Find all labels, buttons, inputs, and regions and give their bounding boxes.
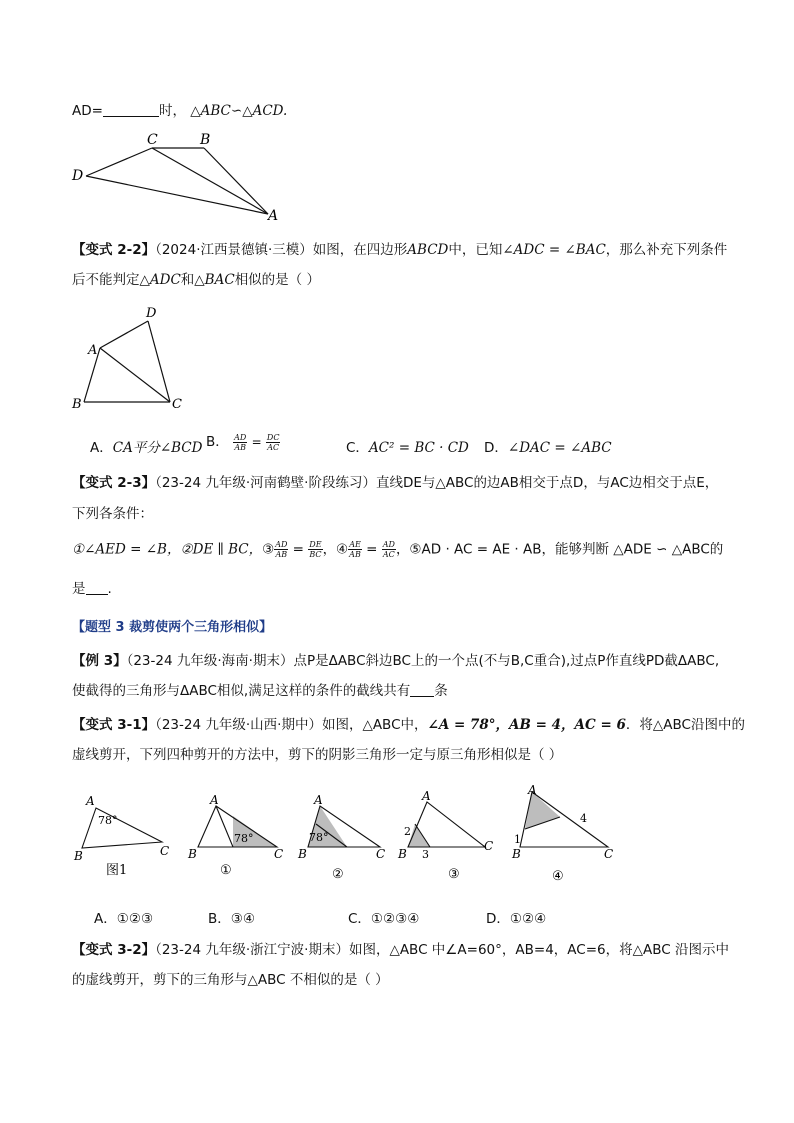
svg-text:图1: 图1: [106, 863, 128, 878]
svg-text:D: D: [146, 306, 157, 321]
svg-text:④: ④: [552, 869, 564, 884]
svg-text:78°: 78°: [98, 814, 118, 827]
problem-v23-conditions: ①∠AED = ∠B，②DE ∥ BC，③ $\frac{AD}{AB}$ = $\frac{DE}{BC}$ ，④ $\frac{AE}{AB}$ = $\frac{AD}{AC}$ ，⑤AD · AC = AE · AB，能够判断 △ADE ∽ △ABC的: [72, 540, 724, 559]
svg-text:B: B: [398, 847, 407, 861]
option-v22-a[interactable]: A．CA平分∠BCD: [90, 440, 203, 456]
svg-text:3: 3: [422, 848, 429, 861]
problem-ex3-line2: 使截得的三角形与ΔABC相似,满足这样的条件的截线共有 条: [72, 683, 448, 699]
svg-text:4: 4: [580, 812, 587, 825]
svg-text:③: ③: [448, 867, 460, 882]
problem-v31-line1: 【变式 3-1】（23-24 九年级·山西·期中）如图，△ABC中，∠A = 78°，AB = 4，AC = 6．将△ABC沿图中的: [72, 717, 745, 733]
answer-blank: [86, 580, 108, 595]
problem-v23-line1: 【变式 2-3】（23-24 九年级·河南鹤壁·阶段练习）直线DE与△ABC的边AB相交于点D，与AC边相交于点E，: [72, 475, 719, 491]
answer-blank: [103, 102, 159, 117]
problem-v32-line2: 的虚线剪开，剪下的三角形与△ABC 不相似的是（ ）: [72, 972, 389, 988]
svg-text:A: A: [422, 789, 431, 803]
svg-text:C: C: [484, 839, 494, 853]
answer-blank: [410, 682, 434, 697]
svg-text:C: C: [376, 847, 386, 861]
svg-text:78°: 78°: [234, 832, 254, 845]
svg-text:A: A: [528, 783, 537, 797]
svg-text:②: ②: [332, 867, 344, 882]
svg-text:A: A: [210, 793, 219, 807]
svg-text:B: B: [74, 849, 83, 863]
section-heading-topic3: 【题型 3 裁剪使两个三角形相似】: [72, 620, 273, 635]
line-ad-blank: AD= 时， △ABC∽△ACD.: [72, 103, 288, 119]
problem-ex3-line1: 【例 3】（23-24 九年级·海南·期末）点P是ΔABC斜边BC上的一个点(不与B,C重合),过点P作直线PD截ΔABC,: [72, 653, 720, 669]
problem-v22-line2: 后不能判定△ADC和△BAC相似的是（ ）: [72, 272, 320, 288]
svg-text:C: C: [274, 847, 284, 861]
svg-text:A: A: [88, 343, 98, 358]
svg-text:C: C: [172, 397, 182, 412]
svg-text:A: A: [86, 794, 95, 808]
figure-v31-cuts: [72, 782, 632, 890]
option-v22-d[interactable]: D．∠DAC = ∠ABC: [484, 440, 612, 456]
problem-v31-line2: 虚线剪开，下列四种剪开的方法中，剪下的阴影三角形一定与原三角形相似是（ ）: [72, 747, 563, 763]
label-c: C: [147, 132, 158, 148]
label-b: B: [200, 132, 211, 148]
svg-text:①: ①: [220, 863, 232, 878]
option-v31-d[interactable]: D．①②④: [486, 911, 547, 927]
svg-text:2: 2: [404, 825, 411, 838]
svg-text:78°: 78°: [309, 831, 329, 844]
problem-v23-line2: 下列各条件：: [72, 506, 153, 522]
figure-quadrilateral-abcd: [64, 302, 204, 414]
figure-triangles-dca: [66, 128, 286, 224]
svg-text:B: B: [298, 847, 307, 861]
svg-text:A: A: [314, 793, 323, 807]
option-v22-b[interactable]: B． $\frac{AD}{AB}$ = $\frac{DC}{AC}$: [206, 432, 280, 452]
svg-text:1: 1: [514, 833, 521, 846]
label-d: D: [72, 168, 84, 184]
svg-text:C: C: [160, 844, 170, 858]
option-v31-c[interactable]: C．①②③④: [348, 911, 420, 927]
svg-text:B: B: [188, 847, 197, 861]
label-a: A: [268, 208, 279, 224]
svg-text:C: C: [604, 847, 614, 861]
option-v22-c[interactable]: C．AC² = BC · CD: [346, 440, 469, 456]
option-v31-a[interactable]: A．①②③: [94, 911, 154, 927]
problem-v22-line1: 【变式 2-2】（2024·江西景德镇·三模）如图，在四边形ABCD中，已知∠ADC = ∠BAC，那么补充下列条件: [72, 242, 728, 258]
option-v31-b[interactable]: B．③④: [208, 911, 255, 927]
svg-text:B: B: [512, 847, 521, 861]
svg-text:B: B: [72, 397, 82, 412]
problem-v23-tail: 是 .: [72, 581, 112, 597]
problem-v32-line1: 【变式 3-2】（23-24 九年级·浙江宁波·期末）如图，△ABC 中∠A=60°，AB=4，AC=6，将△ABC 沿图示中: [72, 942, 729, 958]
